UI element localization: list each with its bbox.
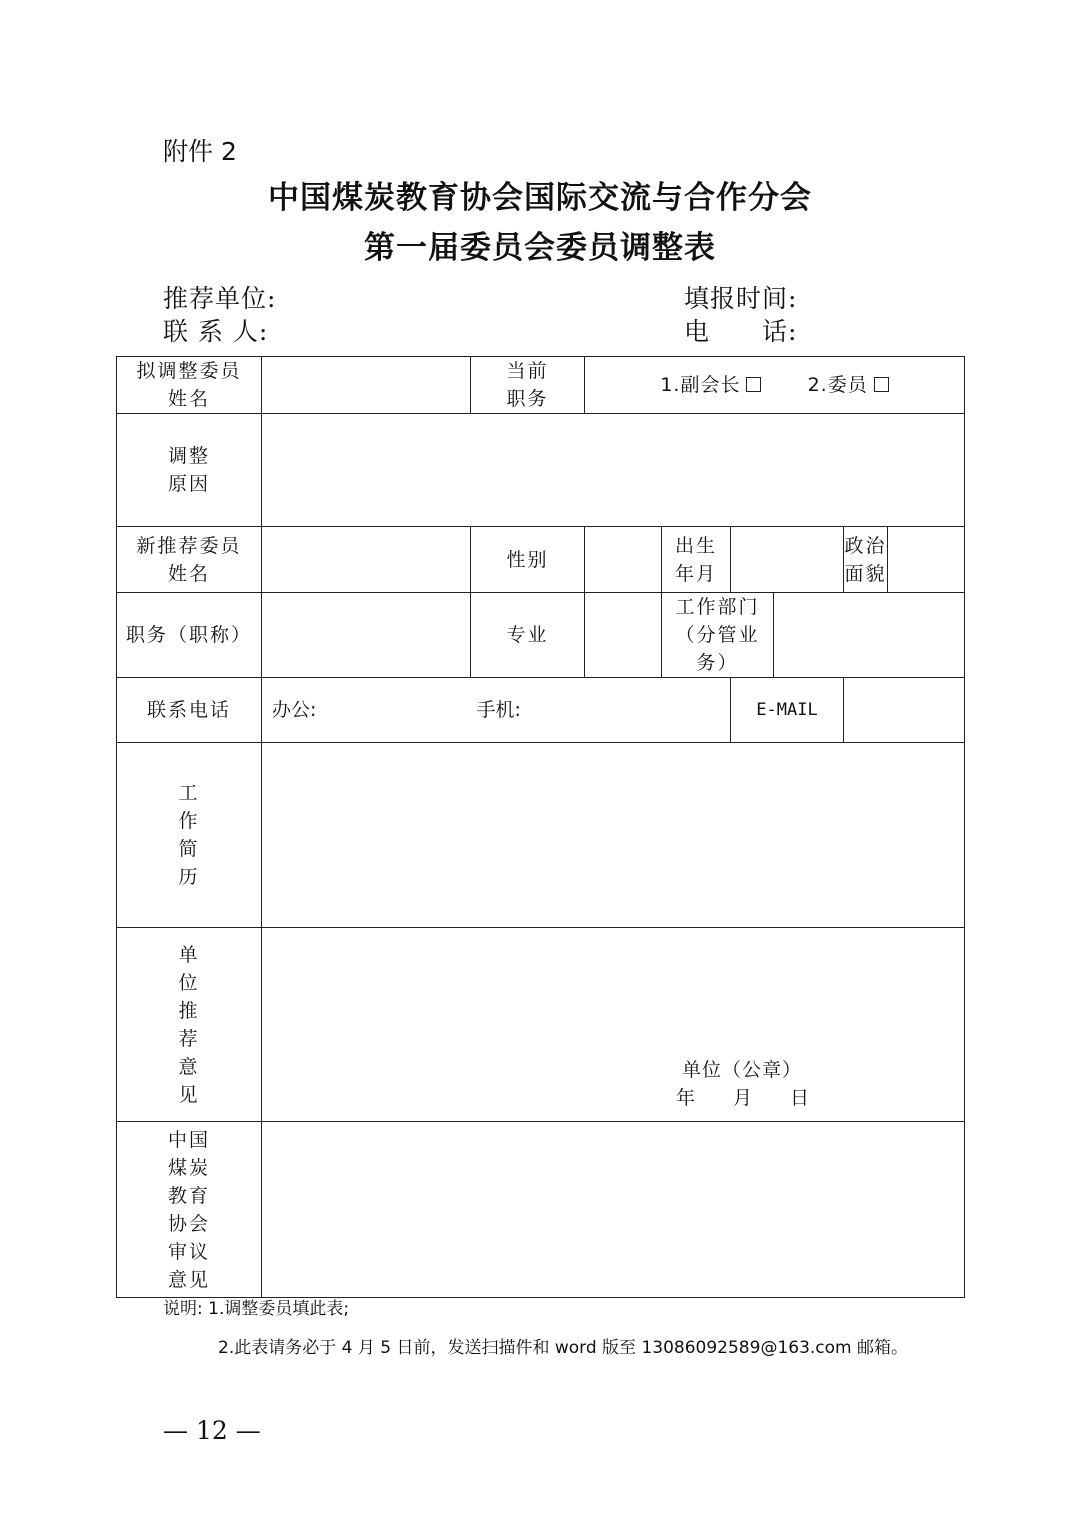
unit-opinion-field[interactable] xyxy=(262,928,965,1122)
position-label: 职务（职称） xyxy=(117,593,262,678)
adjust-reason-label: 调整 原因 xyxy=(117,414,262,527)
table-row xyxy=(117,357,965,414)
adjustment-form-table xyxy=(116,356,965,1298)
work-resume-label: 工 作 简 历 xyxy=(117,743,262,928)
vice-president-option-label: 1.副会长 xyxy=(660,374,741,396)
table-row xyxy=(117,678,965,743)
work-department-field[interactable] xyxy=(774,593,965,678)
review-opinion-field[interactable] xyxy=(262,1122,965,1298)
table-row xyxy=(117,593,965,678)
work-resume-field[interactable] xyxy=(262,743,965,928)
office-phone-label: 办公: xyxy=(272,699,317,721)
note-line-2: 2.此表请务必于 4 月 5 日前，发送扫描件和 word 版至 13086092589@163.com 邮箱。 xyxy=(218,1338,909,1358)
major-field[interactable] xyxy=(585,593,662,678)
member-checkbox[interactable] xyxy=(874,377,889,392)
contact-phone-label: 联系电话 xyxy=(117,678,262,743)
table-row xyxy=(117,527,965,593)
member-name-label: 拟调整委员 姓名 xyxy=(117,357,262,414)
position-field[interactable] xyxy=(262,593,471,678)
email-label: E-MAIL xyxy=(731,678,844,743)
fill-date-label: 填报时间: xyxy=(684,284,798,313)
document-subtitle: 第一届委员会委员调整表 xyxy=(364,230,716,266)
contact-phone-field[interactable] xyxy=(262,678,731,743)
email-field[interactable] xyxy=(844,678,965,743)
gender-label: 性别 xyxy=(471,527,585,593)
mobile-phone-label: 手机: xyxy=(476,699,521,721)
review-opinion-label: 中国 煤炭 教育 协会 审议 意见 xyxy=(117,1122,262,1298)
vice-president-checkbox[interactable] xyxy=(746,377,761,392)
member-option-label: 2.委员 xyxy=(807,374,868,396)
current-post-label: 当前 职务 xyxy=(471,357,585,414)
new-member-name-field[interactable] xyxy=(262,527,471,593)
table-row xyxy=(117,928,965,1122)
major-label: 专业 xyxy=(471,593,585,678)
new-member-name-label: 新推荐委员 姓名 xyxy=(117,527,262,593)
table-row xyxy=(117,743,965,928)
attachment-label: 附件 2 xyxy=(163,137,237,166)
unit-seal-label: 单位（公章） xyxy=(682,1059,803,1081)
telephone-label: 电 话: xyxy=(684,317,798,346)
note-line-1: 说明: 1.调整委员填此表; xyxy=(163,1299,350,1319)
adjust-reason-field[interactable] xyxy=(262,414,965,527)
unit-seal-block xyxy=(676,1056,810,1112)
unit-opinion-label: 单 位 推 荐 意 见 xyxy=(117,928,262,1122)
recommending-unit-label: 推荐单位: xyxy=(163,284,277,313)
gender-field[interactable] xyxy=(585,527,662,593)
contact-person-label: 联 系 人: xyxy=(163,317,269,346)
birth-date-label: 出生 年月 xyxy=(662,527,731,593)
current-post-options xyxy=(585,357,965,414)
political-status-field[interactable] xyxy=(888,527,965,593)
seal-date-line: 年 月 日 xyxy=(676,1087,810,1109)
document-title: 中国煤炭教育协会国际交流与合作分会 xyxy=(268,180,812,216)
table-row xyxy=(117,414,965,527)
political-status-label: 政治 面貌 xyxy=(844,527,888,593)
page-number: — 12 — xyxy=(163,1416,261,1445)
member-name-field[interactable] xyxy=(262,357,471,414)
birth-date-field[interactable] xyxy=(731,527,844,593)
table-row xyxy=(117,1122,965,1298)
work-department-label: 工作部门 （分管业务） xyxy=(662,593,774,678)
